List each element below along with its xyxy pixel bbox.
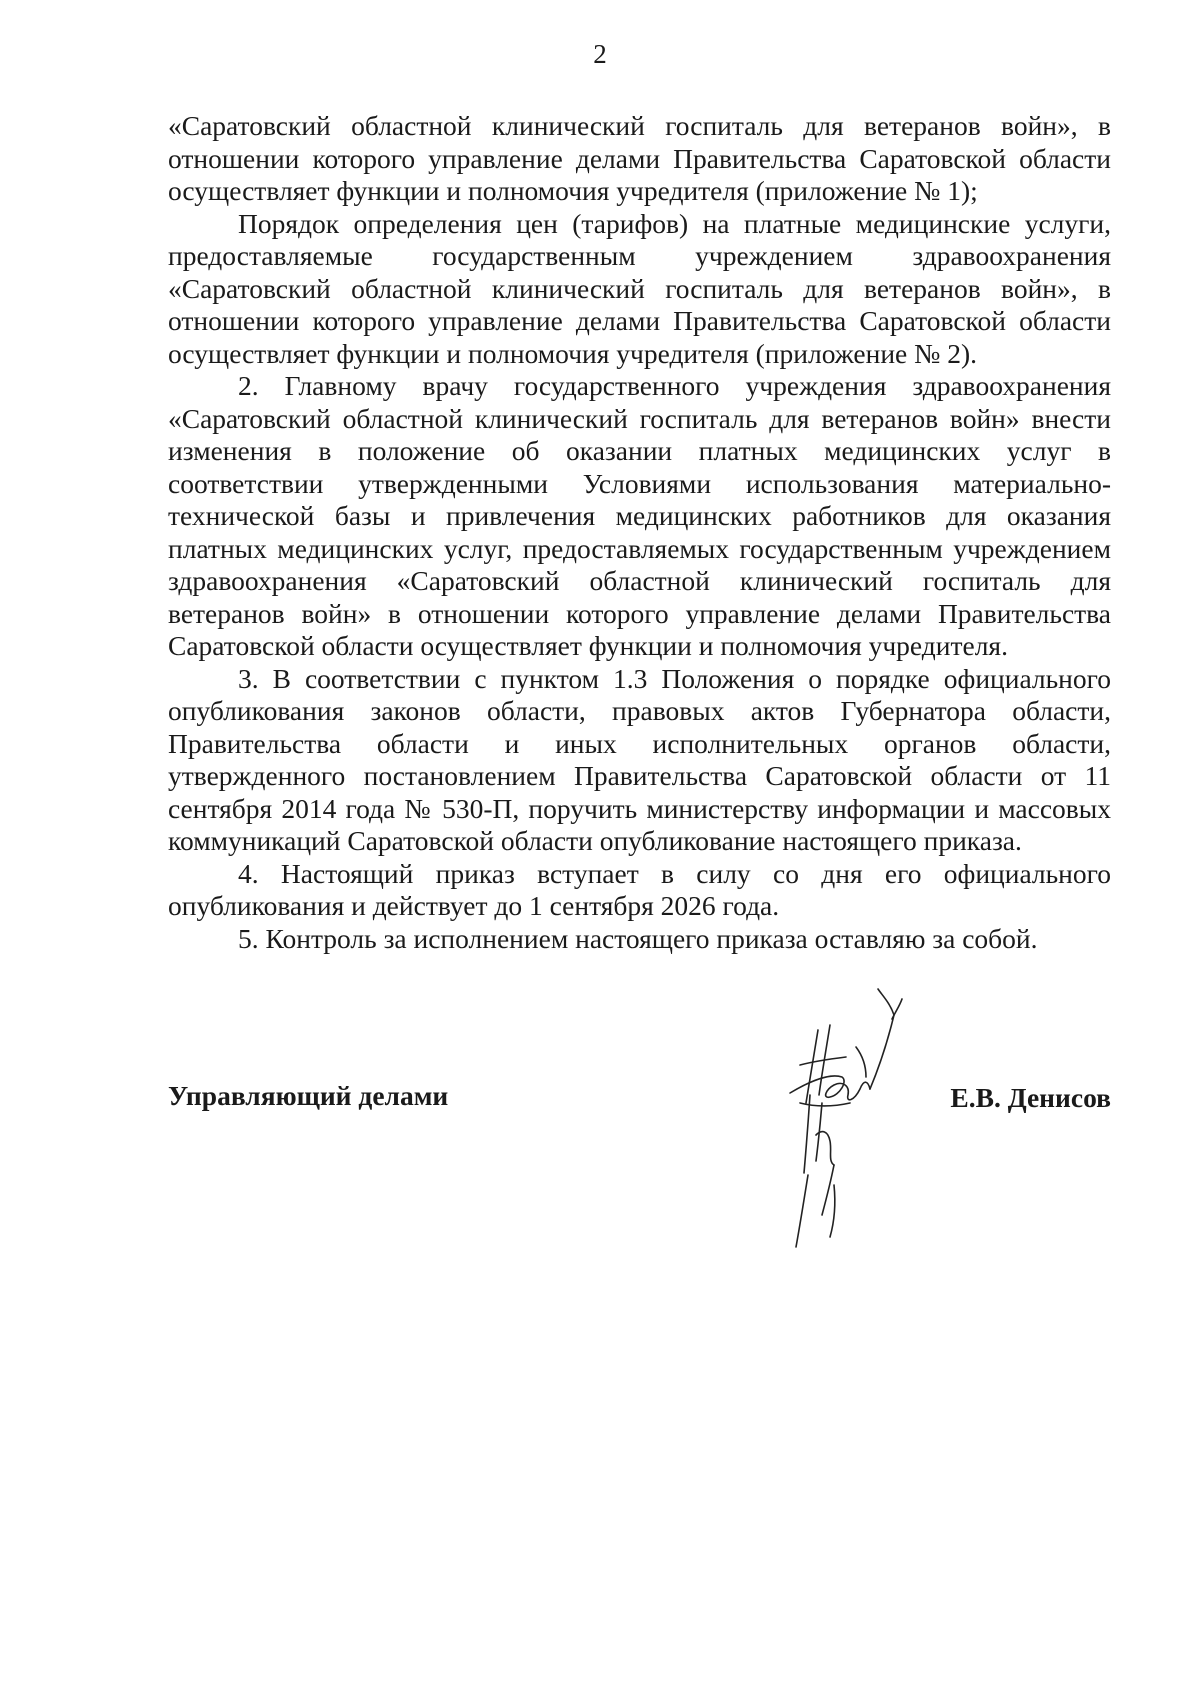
paragraph-item-4: 4. Настоящий приказ вступает в силу со дня его официального опубликования и действует до 1 сентября 2026 года. [168, 857, 1111, 921]
paragraph-continuation: «Саратовский областной клинический госпиталь для ветеранов войн», в отношении которого управление делами Правительства Саратовской области осуществляет функции и полномочия учредителя (приложение № 1); [168, 110, 1111, 206]
page-number: 2 [593, 39, 607, 69]
signature-block [168, 1080, 1111, 1140]
paragraph-item-5: 5. Контроль за исполнением настоящего приказа оставляю за собой. [238, 922, 1038, 954]
document-body [168, 110, 1111, 955]
signatory-position: Управляющий делами [168, 1080, 449, 1111]
signatory-name: Е.В. Денисов [950, 1082, 1111, 1113]
paragraph-item-3: 3. В соответствии с пунктом 1.3 Положения о порядке официального опубликования законов области, правовых актов Губернатора области, Правительства области и иных исполнительных органов области, утвержденного постановлением Правительства Саратовской области от 11 сентября 2014 года № 530-П, поручить министерству информации и массовых коммуникаций Саратовской области опубликование настоящего приказа. [168, 662, 1111, 856]
handwritten-signature [770, 985, 910, 1255]
paragraph-pricing-order: Порядок определения цен (тарифов) на платные медицинские услуги, предоставляемые государственным учреждением здравоохранения «Саратовский областной клинический госпиталь для ветеранов войн», в отношении которого управление делами Правительства Саратовской области осуществляет функции и полномочия учредителя (приложение № 2). [168, 207, 1111, 369]
paragraph-item-2: 2. Главному врачу государственного учреждения здравоохранения «Саратовский областной клинический госпиталь для ветеранов войн» внести изменения в положение об оказании платных медицинских услуг в соответствии утвержденными Условиями использования материально-технической базы и привлечения медицинских работников для оказания платных медицинских услуг, предоставляемых государственным учреждением здравоохранения «Саратовский областной клинический госпиталь для ветеранов войн» в отношении которого управление делами Правительства Саратовской области осуществляет функции и полномочия учредителя. [168, 370, 1111, 661]
